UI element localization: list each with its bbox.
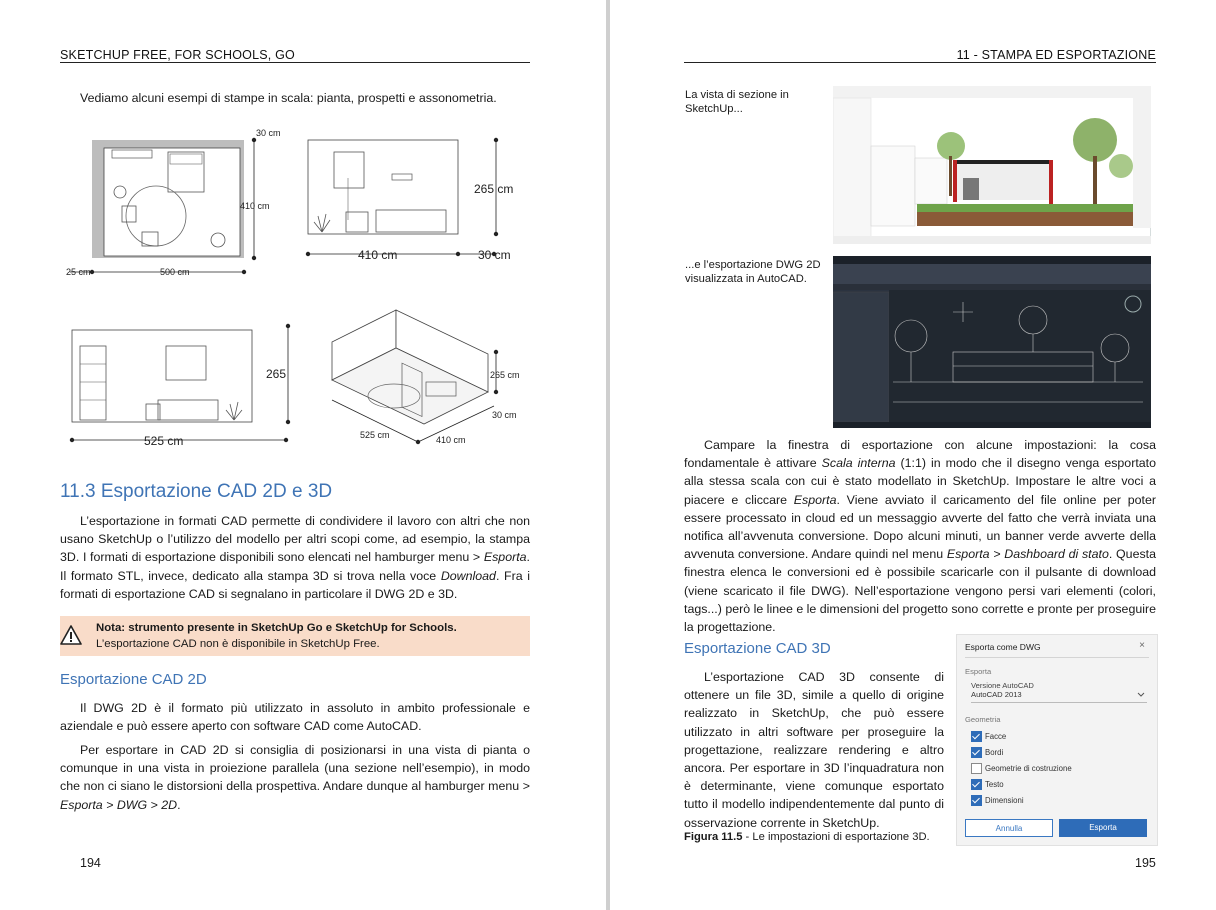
note-box xyxy=(60,616,530,656)
paragraph-1: L’esportazione in formati CAD permette di condividere il lavoro con altri che non usano SketchUp o l’utilizzo del modello per altri scopi come, ad esempio, la stampa 3D. I formati di esportazione disponibili sono elencati nel hamburger menu > Esporta. Il formato STL, invece, dedicato alla stampa 3D si trova nella voce Download. Fra i formati di esportazione CAD si segnalano in particolare il DWG 2D e 3D. xyxy=(60,514,531,601)
note-bold: Nota: strumento presente in SketchUp Go e SketchUp for Schools. xyxy=(96,622,457,634)
bordi-label: Bordi xyxy=(985,748,1004,757)
elev2-dim-height: 265 xyxy=(266,367,287,381)
paragraph-export-dwg: Campare la finestra di esportazione con alcune impostazioni: la cosa fondamentale è attivare Scala interna (1:1) in modo che il disegno venga esportato alla stessa scala con cui è stato modellato in SketchUp. Impostare le altre voci a piacere e cliccare Esporta. Viene avviato il caricamento del file online per poter essere processato in cloud ed un messaggio avverte del fatto che verrà inviata una notifica all’avvenuta conversione. Dopo alcuni minuti, un banner verde avverte della avvenuta conversione. Andare quindi nel menu Esporta > Dashboard di stato. Questa finestra elenca le conversioni ed è possibile scaricarle con il pulsante di download (viene scaricato il file DWG). Nell’esportazione vengono persi vari elementi (colori, tags...) però le linee e le dimensioni del progetto sono corrette e pronte per proseguire la progettazione. xyxy=(684,438,1156,635)
caption-autocad: ...e l’esportazione DWG 2D visualizzata in AutoCAD. xyxy=(685,259,821,285)
left-page xyxy=(0,0,606,910)
chevron-down-icon xyxy=(1137,692,1145,698)
export-dwg-dialog xyxy=(956,634,1158,846)
axo-dim-right: 410 cm xyxy=(436,435,466,445)
paragraph-2: Il DWG 2D è il formato più utilizzato in assoluto in ambito professionale e aziendale e può essere aperto con software CAD come AutoCAD. xyxy=(60,701,530,734)
geometrie-costruzione-checkbox[interactable] xyxy=(971,763,982,774)
axonometric-drawing xyxy=(318,304,548,464)
paragraph-3d: L’esportazione CAD 3D consente di ottenere un file 3D, simile a quello di origine realizzato in SketchUp, che può essere utilizzato in altri software per proseguire la progettazione, realizzare rendering e altro ancora. Per esportare in 3D l’inquadratura non è determinante, viene comunque esportato tutto il modello indipendentemente dal punto di osservazione corrente in SketchUp. xyxy=(684,670,944,830)
dialog-title: Esporta come DWG xyxy=(965,642,1041,652)
figure-label: Figura 11.5 xyxy=(684,831,743,843)
header-rule-right xyxy=(684,62,1156,63)
elev2-dim-width: 525 cm xyxy=(144,434,184,448)
header-rule xyxy=(60,62,530,63)
sketchup-screenshot xyxy=(833,86,1151,244)
plan-dim-top: 30 cm xyxy=(256,128,281,138)
caption-sketchup: La vista di sezione in SketchUp... xyxy=(685,89,789,115)
dialog-divider xyxy=(965,657,1149,658)
figure-caption xyxy=(684,830,964,844)
section-geometry-label: Geometria xyxy=(965,715,1001,724)
plan-dim-left: 25 cm xyxy=(66,267,91,277)
elevation-drawing-1 xyxy=(296,130,536,270)
cancel-button[interactable]: Annulla xyxy=(965,819,1053,837)
section-heading: 11.3 Esportazione CAD 2D e 3D xyxy=(60,481,333,502)
testo-label: Testo xyxy=(985,780,1004,789)
testo-checkbox[interactable] xyxy=(971,779,982,790)
page-number-left: 194 xyxy=(80,856,101,870)
geometrie-costruzione-label: Geometrie di costruzione xyxy=(985,764,1072,773)
facce-checkbox[interactable] xyxy=(971,731,982,742)
note-rest: L’esportazione CAD non è disponibile in SketchUp Free. xyxy=(96,638,380,650)
section-export-label: Esporta xyxy=(965,667,992,676)
elev1-dim-height: 265 cm xyxy=(474,182,514,196)
elevation-drawing-2 xyxy=(62,320,302,450)
running-header-right: 11 - STAMPA ED ESPORTAZIONE xyxy=(956,48,1156,62)
autocad-screenshot xyxy=(833,256,1151,428)
facce-label: Facce xyxy=(985,732,1007,741)
elev1-dim-width: 410 cm xyxy=(358,248,398,262)
paragraph-3: Per esportare in CAD 2D si consiglia di posizionarsi in una vista di pianta o comunque in una vista in proiezione parallela (una sezione nell’esempio), in modo che non ci siano le distorsioni della prospettiva. Andare dunque al hamburger menu > Esporta > DWG > 2D. xyxy=(60,743,530,812)
version-select[interactable] xyxy=(971,690,1147,703)
floor-plan-drawing xyxy=(60,124,290,282)
intro-text: Vediamo alcuni esempi di stampe in scala: pianta, prospetti e assonometria. xyxy=(80,91,497,105)
version-value: AutoCAD 2013 xyxy=(971,690,1022,699)
dimensioni-checkbox[interactable] xyxy=(971,795,982,806)
axo-dim-height: 265 cm xyxy=(490,370,520,380)
subsection-heading: Esportazione CAD 2D xyxy=(60,671,207,688)
warning-icon xyxy=(60,625,82,645)
note-text xyxy=(96,620,524,652)
axo-dim-depth: 30 cm xyxy=(492,410,517,420)
dimensioni-label: Dimensioni xyxy=(985,796,1024,805)
version-label: Versione AutoCAD xyxy=(971,681,1034,690)
bordi-checkbox[interactable] xyxy=(971,747,982,758)
export-button[interactable]: Esporta xyxy=(1059,819,1147,837)
subsection-heading-3d: Esportazione CAD 3D xyxy=(684,640,831,657)
axo-dim-left: 525 cm xyxy=(360,430,390,440)
elev1-dim-side: 30 cm xyxy=(478,248,511,262)
running-header: SKETCHUP FREE, FOR SCHOOLS, GO xyxy=(60,48,295,62)
close-icon[interactable]: × xyxy=(1139,640,1145,651)
plan-dim-height: 410 cm xyxy=(240,201,270,211)
plan-dim-width: 500 cm xyxy=(160,267,190,277)
page-number-right: 195 xyxy=(1135,856,1156,870)
figure-text: - Le impostazioni di esportazione 3D. xyxy=(742,831,930,843)
